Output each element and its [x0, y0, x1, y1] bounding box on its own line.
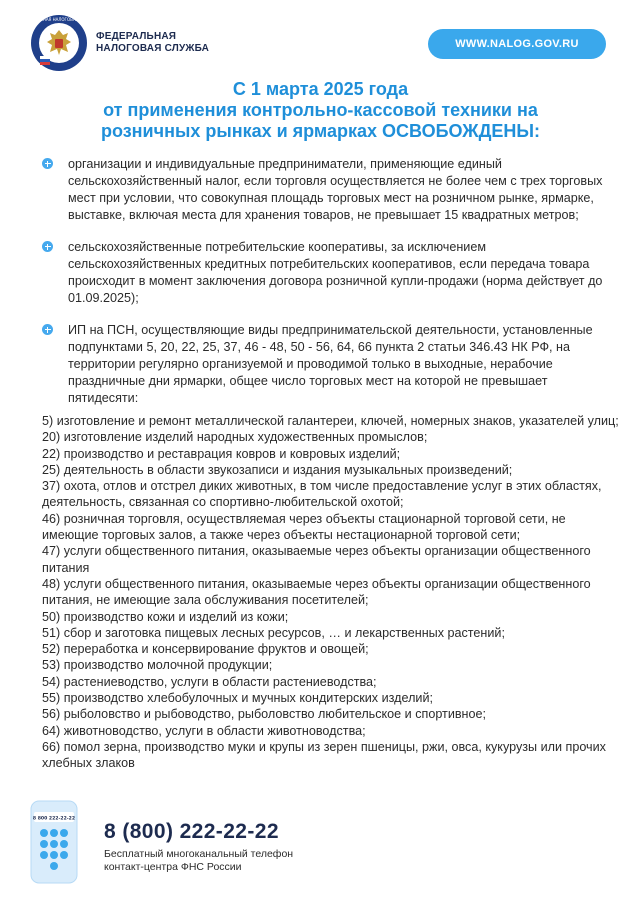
exemption-text: ИП на ПСН, осуществляющие виды предпринимательской деятельности, установленные подпунктами 5, 20, 22, 25, 37, 46 - 48, 50 - 56, 64, 66 пункта 2 статьи 346.43 НК РФ, на территории регулярно организуемой и проводимой только в выходные, нерабочие праздничные дни ярмарки, общее число торговых мест на которой не превышает пятидесяти: — [68, 323, 593, 405]
plus-circle-icon — [42, 324, 53, 335]
svg-text:8 800 222-22-22: 8 800 222-22-22 — [32, 816, 76, 822]
activity-item: 53) производство молочной продукции; — [42, 658, 273, 673]
exemption-list — [42, 156, 610, 407]
header — [0, 0, 641, 80]
phone-icon — [30, 800, 78, 884]
title-line2: от применения контрольно-кассовой техники на — [103, 100, 538, 120]
org-name-line2: НАЛОГОВАЯ СЛУЖБА — [96, 43, 210, 54]
activity-item: 22) производство и реставрация ковров и ковровых изделий; — [42, 446, 401, 461]
fns-emblem-icon — [20, 14, 98, 72]
exemption-text: сельскохозяйственные потребительские кооперативы, за исключением сельскохозяйственных кредитных потребительских кооперативов, если передача товара происходит в момент заключения договора розничной купли-продажи (норма действует до 01.09.2025); — [68, 240, 603, 305]
phone-number[interactable]: 8 (800) 222-22-22 — [104, 820, 279, 843]
activity-item: 54) растениеводство, услуги в области растениеводства; — [42, 674, 377, 689]
exemption-item — [42, 239, 610, 307]
plus-circle-icon — [42, 241, 53, 252]
activity-item: 46) розничная торговля, осуществляемая через объекты стационарной торговой сети, не имеющие торговых залов, а также через объекты нестационарной торговой сети; — [42, 511, 566, 543]
activity-item: 5) изготовление и ремонт металлической галантереи, ключей, номерных знаков, указателей улиц; — [42, 414, 619, 428]
phone-desc-line1: Бесплатный многоканальный телефон — [104, 848, 294, 860]
website-button[interactable]: WWW.NALOG.GOV.RU — [428, 29, 606, 59]
title-line3: розничных рынках и ярмарках ОСВОБОЖДЕНЫ: — [100, 121, 541, 141]
org-name — [96, 31, 226, 55]
activity-item: 55) производство хлебобулочных и мучных кондитерских изделий; — [42, 691, 433, 706]
activity-item: 50) производство кожи и изделий из кожи; — [42, 609, 289, 624]
activity-item: 51) сбор и заготовка пищевых лесных ресурсов, … и лекарственных растений; — [42, 625, 505, 640]
title-line1: С 1 марта 2025 года — [232, 79, 409, 99]
activity-item: 47) услуги общественного питания, оказываемые через объекты организации общественного питания — [42, 544, 591, 575]
phone-description — [104, 848, 293, 874]
activity-item: 64) животноводство, услуги в области животноводства; — [42, 723, 366, 738]
svg-text:ФЕДЕРАЛЬНАЯ НАЛОГОВАЯ СЛУЖБА: ФЕДЕРАЛЬНАЯ НАЛОГОВАЯ СЛУЖБА — [20, 17, 98, 22]
org-name-line1: ФЕДЕРАЛЬНАЯ — [96, 31, 177, 42]
activity-item: 56) рыболовство и рыбоводство, рыболовство любительское и спортивное; — [42, 707, 487, 722]
exemption-item — [42, 322, 610, 407]
exemption-item — [42, 156, 610, 224]
plus-circle-icon — [42, 158, 53, 169]
activity-item: 66) помол зерна, производство муки и крупы из зерен пшеницы, ржи, овса, кукурузы или прочих хлебных злаков — [42, 739, 606, 771]
activity-item: 48) услуги общественного питания, оказываемые через объекты организации общественного питания, не имеющие зала обслуживания посетителей; — [42, 576, 591, 608]
activity-item: 52) переработка и консервирование фруктов и овощей; — [42, 642, 369, 657]
activity-item: 20) изготовление изделий народных художественных промыслов; — [42, 430, 428, 445]
activity-item: 25) деятельность в области звукозаписи и издания музыкальных произведений; — [42, 462, 513, 477]
activity-list — [42, 413, 622, 772]
page-title — [20, 79, 621, 142]
exemption-text: организации и индивидуальные предприниматели, применяющие единый сельскохозяйственный налог, если торговля осуществляется не более чем с трех торговых мест при условии, что совокупная площадь торговых мест на розничном рынке, ярмарке, выставке, включая места для хранения товаров, не превышает 15 квадратных метров; — [68, 157, 603, 222]
activity-item: 37) охота, отлов и отстрел диких животных, в том числе предоставление услуг в этих областях, деятельность, связанная со спортивно-любительской охотой; — [42, 479, 602, 510]
phone-desc-line2: контакт-центра ФНС России — [104, 861, 242, 873]
